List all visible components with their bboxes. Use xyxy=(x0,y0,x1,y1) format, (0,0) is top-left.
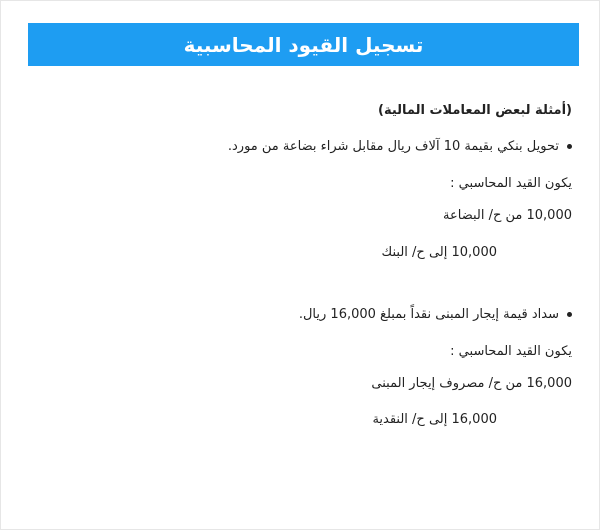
page-title: تسجيل القيود المحاسبية xyxy=(183,32,424,57)
bullet-dot-icon xyxy=(567,144,572,149)
section-heading: (أمثلة لبعض المعاملات المالية) xyxy=(378,103,572,118)
example-1-intro: يكون القيد المحاسبي : xyxy=(450,176,572,191)
bullet-dot-icon xyxy=(567,312,572,317)
example-2-bullet xyxy=(299,307,572,322)
example-1-credit: 10,000 إلى ح/ البنك xyxy=(381,245,497,260)
example-2-intro: يكون القيد المحاسبي : xyxy=(450,344,572,359)
title-banner xyxy=(28,23,579,66)
example-2-debit: 16,000 من ح/ مصروف إيجار المبنى xyxy=(371,376,572,391)
example-2-credit: 16,000 إلى ح/ النقدية xyxy=(372,412,497,427)
example-1-bullet xyxy=(228,139,572,154)
example-1-text: تحويل بنكي بقيمة 10 آلاف ريال مقابل شراء بضاعة من مورد. xyxy=(227,139,559,154)
example-2-text: سداد قيمة إيجار المبنى نقداً بمبلغ 16,000 ريال. xyxy=(298,307,559,322)
example-1-debit: 10,000 من ح/ البضاعة xyxy=(443,208,572,223)
